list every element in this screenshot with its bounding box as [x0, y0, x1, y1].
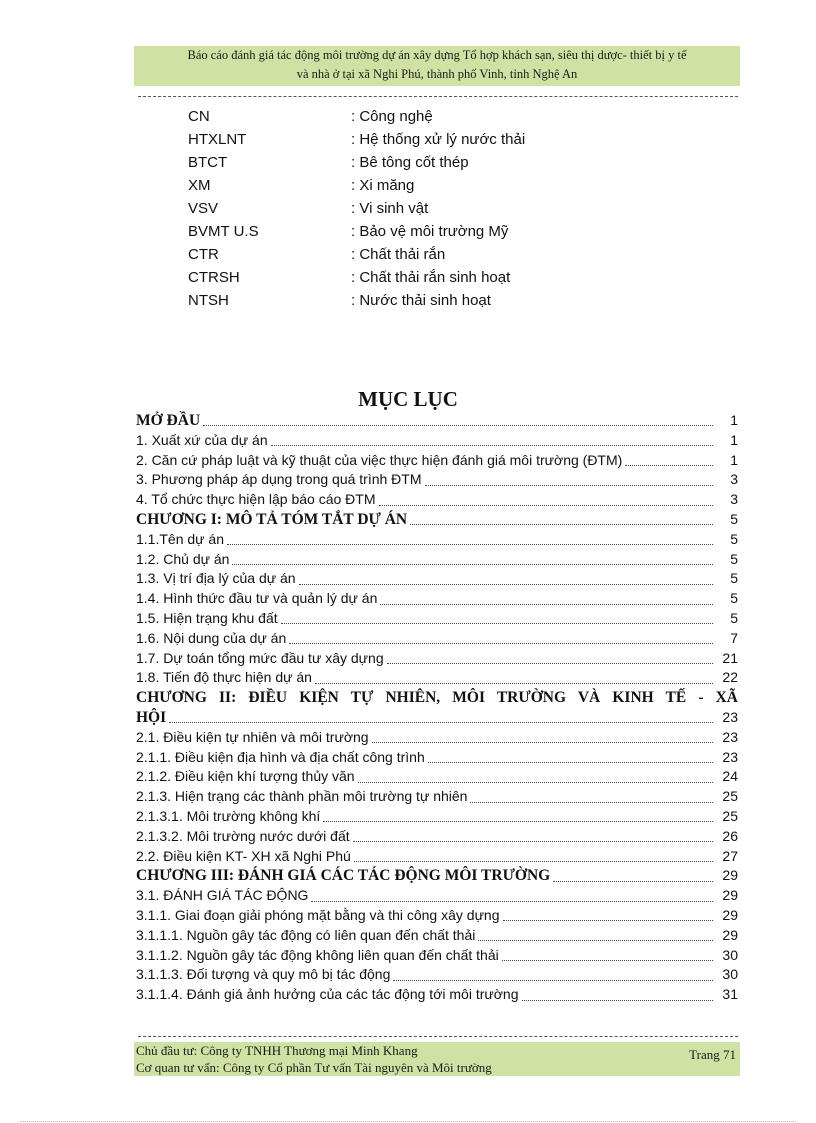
toc-entry[interactable] [136, 569, 738, 589]
toc-entry[interactable] [136, 906, 738, 926]
abbreviation-row [188, 197, 588, 220]
toc-entry-label: 2.1.1. Điều kiện địa hình và địa chất công trình [136, 748, 425, 765]
toc-entry-label: 1.5. Hiện trạng khu đất [136, 609, 278, 626]
toc-entry-label: CHƯƠNG I: MÔ TẢ TÓM TẮT DỰ ÁN [136, 510, 408, 528]
toc-entry-label: 1.1.Tên dự án [136, 530, 224, 547]
toc-dot-leader [323, 807, 713, 822]
toc-entry-label: 2.1.3.1. Môi trường không khí [136, 807, 321, 824]
toc-entry-page: 23 [722, 708, 738, 725]
toc-entry-page: 31 [722, 986, 738, 1003]
abbreviation-description: : Công nghệ [351, 108, 433, 125]
toc-dot-leader [289, 629, 713, 644]
toc-dot-leader [470, 788, 713, 803]
toc-entry-page: 5 [730, 609, 738, 626]
toc-entry[interactable] [136, 985, 738, 1005]
toc-entry[interactable] [136, 629, 738, 649]
abbreviation-code: CTRSH [188, 269, 240, 286]
page-bottom-edge [20, 1121, 796, 1122]
toc-entry-label: 3.1.1.1. Nguồn gây tác động có liên quan đến chất thải [136, 926, 476, 943]
toc-entry-label: MỞ ĐẦU [136, 412, 201, 429]
abbreviation-description: : Chất thải rắn sinh hoạt [351, 269, 511, 286]
toc-entry-label: 1. Xuất xứ của dự án [136, 431, 268, 448]
abbreviation-description: : Hệ thống xử lý nước thải [351, 131, 526, 148]
toc-entry-page: 29 [722, 906, 738, 923]
abbreviation-row [188, 289, 588, 312]
toc-entry[interactable] [136, 847, 738, 867]
toc-entry[interactable] [136, 926, 738, 946]
abbreviation-row [188, 243, 588, 266]
toc-entry-line-2 [136, 708, 738, 728]
toc-dot-leader [227, 530, 713, 545]
toc-dot-leader [428, 748, 713, 763]
toc-entry-page: 5 [730, 510, 738, 527]
toc-entry-page: 30 [722, 966, 738, 983]
toc-entry-label: 1.8. Tiến độ thực hiện dự án [136, 669, 312, 686]
toc-entry[interactable] [136, 490, 738, 510]
toc-entry[interactable] [136, 787, 738, 807]
toc-entry[interactable] [136, 767, 738, 787]
abbreviation-code: BTCT [188, 154, 228, 171]
toc-entry[interactable] [136, 728, 738, 748]
abbreviation-row [188, 266, 588, 289]
toc-entry-page: 29 [722, 926, 738, 943]
abbreviation-code: BVMT U.S [188, 223, 259, 240]
toc-entry-label-continued: HỘI [136, 708, 167, 726]
toc-entry-page: 5 [730, 530, 738, 547]
header-line-1: Báo cáo đánh giá tác động môi trường dự án xây dựng Tổ hợp khách sạn, siêu thị dược- thiết bị y tế [187, 48, 687, 62]
toc-entry-page: 7 [730, 629, 738, 646]
toc-chapter-entry[interactable] [136, 866, 738, 886]
abbreviation-description: : Vi sinh vật [351, 200, 429, 217]
header-divider [138, 96, 738, 97]
abbreviation-description: : Nước thải sinh hoạt [351, 292, 491, 309]
toc-entry-page: 29 [722, 867, 738, 884]
toc-entry-label: 2.1.3.2. Môi trường nước dưới đất [136, 827, 350, 844]
toc-dot-leader [203, 411, 713, 426]
toc-entry-page: 23 [722, 728, 738, 745]
abbreviation-row [188, 151, 588, 174]
toc-dot-leader [425, 471, 713, 486]
toc-entry[interactable] [136, 609, 738, 629]
toc-dot-leader [502, 946, 713, 961]
toc-entry-label: 1.4. Hình thức đầu tư và quản lý dự án [136, 590, 378, 607]
abbreviation-row [188, 220, 588, 243]
toc-entry[interactable] [136, 530, 738, 550]
toc-entry-page: 3 [730, 471, 738, 488]
toc-entry-page: 24 [722, 768, 738, 785]
abbreviation-row [188, 128, 588, 151]
toc-dot-leader [372, 728, 713, 743]
toc-entry-page: 22 [722, 669, 738, 686]
toc-dot-leader [232, 550, 713, 565]
toc-dot-leader [271, 431, 713, 446]
toc-entry[interactable] [136, 748, 738, 768]
toc-dot-leader [169, 708, 713, 723]
toc-entry-label: 3. Phương pháp áp dụng trong quá trình ĐTM [136, 471, 422, 488]
toc-entry[interactable] [136, 451, 738, 471]
toc-dot-leader [625, 451, 713, 466]
toc-entry-page: 25 [722, 807, 738, 824]
header-line-2: và nhà ở tại xã Nghi Phú, thành phố Vinh, tỉnh Nghệ An [296, 67, 578, 81]
toc-entry-page: 25 [722, 788, 738, 805]
toc-entry-label: 3.1. ĐÁNH GIÁ TÁC ĐỘNG [136, 887, 309, 904]
toc-entry-label: 2.1. Điều kiện tự nhiên và môi trường [136, 728, 369, 745]
toc-entry[interactable] [136, 589, 738, 609]
toc-entry-label: 2.1.2. Điều kiện khí tượng thủy văn [136, 768, 355, 785]
abbreviation-code: NTSH [188, 292, 229, 309]
footer-owner: Chủ đầu tư: Công ty TNHH Thương mại Minh Khang [136, 1043, 418, 1058]
abbreviation-list [188, 105, 588, 312]
toc-entry-page: 30 [722, 946, 738, 963]
toc-entry[interactable] [136, 550, 738, 570]
toc-entry-page: 5 [730, 570, 738, 587]
toc-dot-leader [380, 590, 713, 605]
abbreviation-row [188, 174, 588, 197]
toc-dot-leader [478, 926, 713, 941]
toc-dot-leader [503, 906, 713, 921]
toc-entry-label: 1.7. Dự toán tổng mức đầu tư xây dựng [136, 649, 384, 666]
page-number: Trang 71 [689, 1047, 736, 1062]
toc-dot-leader [358, 768, 713, 783]
toc-entry-label: CHƯƠNG III: ĐÁNH GIÁ CÁC TÁC ĐỘNG MÔI TRƯỜNG [136, 867, 551, 885]
abbreviation-description: : Xi măng [351, 177, 415, 194]
toc-dot-leader [315, 669, 713, 684]
toc-chapter-entry[interactable] [136, 510, 738, 530]
toc-entry[interactable] [136, 965, 738, 985]
abbreviation-row [188, 105, 588, 128]
toc-entry[interactable] [136, 946, 738, 966]
toc-dot-leader [353, 827, 713, 842]
toc-entry-page: 3 [730, 491, 738, 508]
toc-entry[interactable] [136, 827, 738, 847]
footer-consultant: Cơ quan tư vấn: Công ty Cổ phần Tư vấn Tài nguyên và Môi trường [136, 1060, 492, 1075]
toc-entry-page: 5 [730, 590, 738, 607]
toc-entry-page: 1 [730, 412, 738, 428]
abbreviation-description: : Chất thải rắn [351, 246, 446, 263]
toc-dot-leader [354, 847, 713, 862]
toc-dot-leader [311, 887, 713, 902]
toc-entry[interactable] [136, 668, 738, 688]
footer-divider [138, 1036, 738, 1037]
abbreviation-code: XM [188, 177, 211, 194]
toc-entry-page: 1 [730, 451, 738, 468]
abbreviation-code: CTR [188, 246, 219, 263]
toc-dot-leader [387, 649, 713, 664]
toc-entry-page: 23 [722, 748, 738, 765]
toc-entry-label: 2.1.3. Hiện trạng các thành phần môi trường tự nhiên [136, 788, 468, 805]
toc-entry-label: 2.2. Điều kiện KT- XH xã Nghi Phú [136, 847, 351, 864]
toc-dot-leader [281, 609, 713, 624]
page-header [134, 46, 740, 86]
toc-entry-page: 26 [722, 827, 738, 844]
toc-entry-page: 21 [722, 649, 738, 666]
toc-entry-label: CHƯƠNG II: ĐIỀU KIỆN TỰ NHIÊN, MÔI TRƯỜNG VÀ KINH TẾ - XÃ [136, 689, 738, 707]
abbreviation-code: VSV [188, 200, 219, 217]
table-of-contents [136, 411, 738, 1005]
abbreviation-description: : Bê tông cốt thép [351, 154, 469, 171]
toc-chapter-entry[interactable] [136, 411, 738, 431]
toc-title: MỤC LỤC [358, 387, 458, 411]
toc-entry-label: 3.1.1.2. Nguồn gây tác động không liên quan đến chất thải [136, 946, 499, 963]
toc-entry[interactable] [136, 649, 738, 669]
abbreviation-code: CN [188, 108, 210, 125]
toc-entry[interactable] [136, 886, 738, 906]
toc-entry-label: 1.2. Chủ dự án [136, 550, 230, 567]
toc-entry[interactable] [136, 807, 738, 827]
toc-dot-leader [522, 986, 713, 1001]
toc-dot-leader [379, 491, 714, 506]
toc-entry-label: 3.1.1.3. Đối tượng và quy mô bị tác động [136, 966, 391, 983]
toc-dot-leader [299, 570, 713, 585]
toc-entry-label: 2. Căn cứ pháp luật và kỹ thuật của việc thực hiện đánh giá môi trường (ĐTM) [136, 451, 623, 468]
toc-entry-page: 29 [722, 887, 738, 904]
toc-entry-page: 5 [730, 550, 738, 567]
toc-entry-label: 1.3. Vị trí địa lý của dự án [136, 570, 296, 587]
toc-dot-leader [393, 966, 713, 981]
toc-entry[interactable] [136, 470, 738, 490]
toc-entry-label: 4. Tổ chức thực hiện lập báo cáo ĐTM [136, 491, 376, 508]
abbreviation-code: HTXLNT [188, 131, 247, 148]
toc-chapter-entry[interactable] [136, 688, 738, 728]
toc-dot-leader [410, 510, 713, 525]
toc-dot-leader [553, 867, 713, 882]
toc-entry-label: 3.1.1.4. Đánh giá ảnh hưởng của các tác động tới môi trường [136, 986, 519, 1003]
toc-entry-label: 1.6. Nội dung của dự án [136, 629, 287, 646]
toc-entry-label: 3.1.1. Giai đoạn giải phóng mặt bằng và thi công xây dựng [136, 906, 500, 923]
toc-entry-page: 27 [722, 847, 738, 864]
toc-entry-page: 1 [730, 431, 738, 448]
abbreviation-description: : Bảo vệ môi trường Mỹ [351, 223, 509, 240]
page-footer [134, 1042, 740, 1076]
toc-entry[interactable] [136, 431, 738, 451]
